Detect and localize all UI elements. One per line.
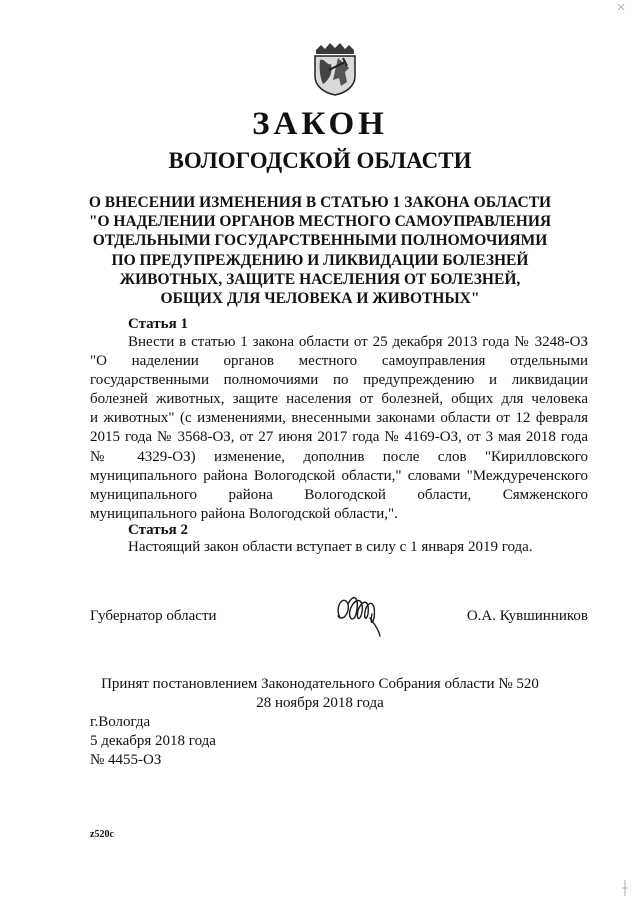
heading-line: О ВНЕСЕНИИ ИЗМЕНЕНИЯ В СТАТЬЮ 1 ЗАКОНА ОБЛАСТИ [88,194,552,211]
article-2-text: Настоящий закон области вступает в силу с 1 января 2019 года. [128,539,533,555]
governor-name: О.А. Кувшинников [466,608,588,624]
article-line: муниципального района Вологодской области," словами "Междуреченского [90,467,588,484]
article-line: государственными полномочиями по предупреждению и ликвидации [90,372,588,389]
heading-line: "О НАДЕЛЕНИИ ОРГАНОВ МЕСТНОГО САМОУПРАВЛЕНИЯ [88,213,552,231]
heading-line: ОТДЕЛЬНЫМИ ГОСУДАРСТВЕННЫМИ ПОЛНОМОЧИЯМИ [92,232,548,250]
law-heading [0,193,640,308]
signing-details [90,713,216,770]
governor-title: Губернатор области [90,608,217,624]
article-line: муниципального района Вологодской области,". [90,505,398,522]
article-1-title: Статья 1 [128,316,188,332]
region-subtitle: ВОЛОГОДСКОЙ ОБЛАСТИ [168,148,472,173]
article-line: болезней животных, защите населения от болезней, общих для человека [90,391,588,408]
heading-line: ЖИВОТНЫХ, ЗАЩИТЕ НАСЕЛЕНИЯ ОТ БОЛЕЗНЕЙ, [119,270,521,288]
signature-mark [330,588,388,640]
signing-date: 5 декабря 2018 года [90,733,216,749]
coat-of-arms-emblem [311,40,359,96]
article-line: Внести в статью 1 закона области от 25 декабря 2013 года № 3248-ОЗ [128,334,588,350]
corner-mark [616,2,626,12]
signing-place: г.Вологда [90,714,151,730]
adoption-line: Принят постановлением Законодательного Собрания области № 520 [101,676,539,692]
article-line: муниципального района Вологодской области, Сямженского [90,486,588,503]
article-line: 2015 года № 3568-ОЗ, от 27 июня 2017 года № 4169-ОЗ, от 3 мая 2018 года [90,429,588,446]
adoption-date: 28 ноября 2018 года [256,695,384,711]
adoption-note [0,675,640,713]
law-number: № 4455-ОЗ [90,752,162,768]
article-2-title: Статья 2 [128,522,188,538]
corner-mark [620,878,630,898]
article-line: "О наделении органов местного самоуправления отдельными [90,353,588,370]
document-code: z520c [90,829,114,840]
article-line: и животных" (с изменениями, внесенными законами области от 12 февраля [90,410,588,427]
heading-line: ПО ПРЕДУПРЕЖДЕНИЮ И ЛИКВИДАЦИИ БОЛЕЗНЕЙ [111,251,529,269]
article-line: № 4329-ОЗ) изменение, дополнив после слов "Кирилловского [90,448,588,465]
document-type-title: ЗАКОН [252,106,388,142]
heading-line: ОБЩИХ ДЛЯ ЧЕЛОВЕКА И ЖИВОТНЫХ" [160,290,480,308]
article-1-text [90,333,588,524]
